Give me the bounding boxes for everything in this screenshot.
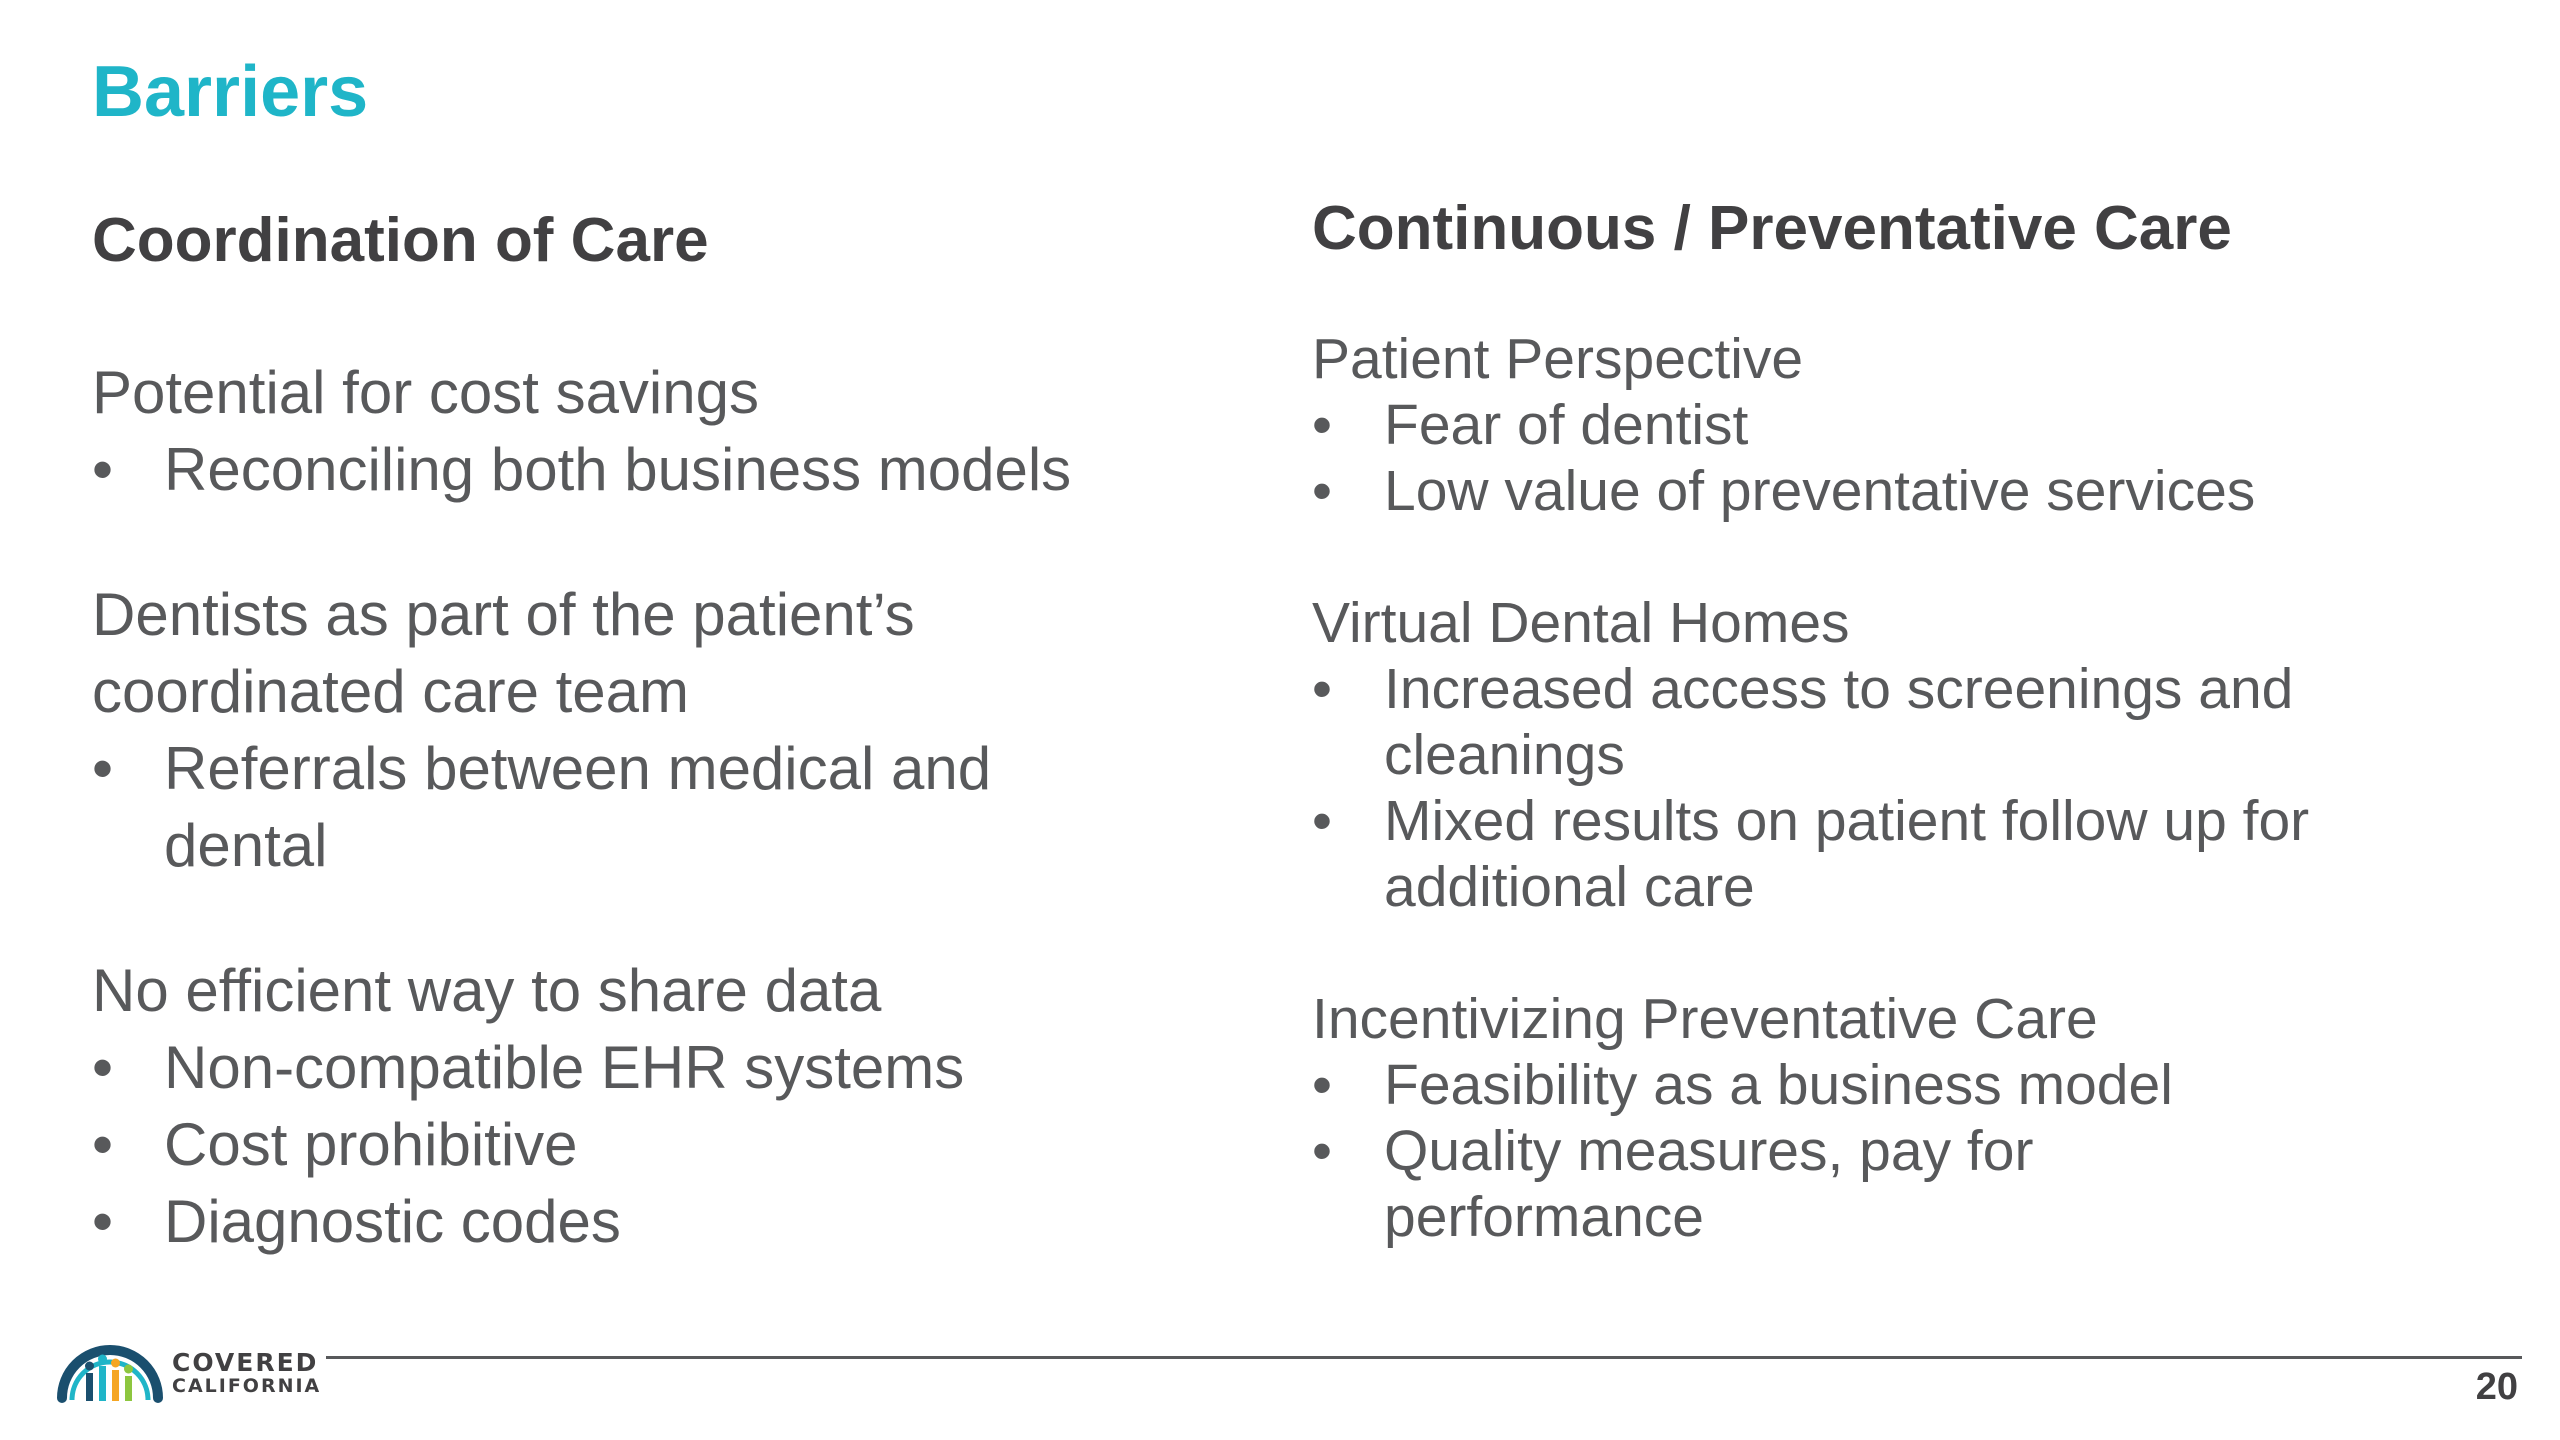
bullet-icon: • [1312,1119,1332,1183]
list-item [92,730,1092,884]
list-item-text: Diagnostic codes [164,1188,621,1255]
list-item [92,1029,964,1106]
block-title: Incentivizing Preventative Care [1312,987,2098,1051]
bullet-icon: • [1312,1053,1332,1117]
covered-california-logo-icon [50,1318,170,1418]
list-item-text: Quality measures, pay for performance [1384,1119,2034,1249]
right-block-patient-perspective [1312,326,2255,524]
left-block-share-data [92,952,964,1260]
block-title: No efficient way to share data [92,957,882,1024]
list-item-text: Mixed results on patient follow up for additional care [1384,789,2310,919]
left-column-heading: Coordination of Care [92,206,709,275]
bullet-icon: • [92,1034,114,1101]
bullet-icon: • [92,436,114,503]
slide-title: Barriers [92,52,369,132]
bullet-list [92,1029,964,1260]
bullet-icon: • [92,1111,114,1178]
right-block-incentivizing [1312,986,2312,1250]
bullet-icon: • [92,735,114,802]
bullet-list [1312,656,2432,920]
list-item [1312,656,2432,788]
list-item-text: Reconciling both business models [164,436,1072,503]
list-item [92,1106,964,1183]
bullet-icon: • [92,1188,114,1255]
bullet-icon: • [1312,789,1332,853]
logo-text-california: CALIFORNIA [172,1375,322,1397]
list-item [1312,1052,2312,1118]
list-item [1312,788,2432,920]
footer-divider [326,1356,2522,1359]
page-number: 20 [2475,1366,2518,1408]
bullet-icon: • [1312,459,1332,523]
list-item [1312,458,2255,524]
list-item [92,431,1071,508]
list-item [92,1183,964,1260]
list-item-text: Fear of dentist [1384,393,1749,457]
list-item-text: Increased access to screenings and cleanings [1384,657,2294,787]
list-item-text: Low value of preventative services [1384,459,2256,523]
bullet-icon: • [1312,657,1332,721]
list-item-text: Non-compatible EHR systems [164,1034,965,1101]
list-item [1312,1118,2312,1250]
bullet-list [92,730,1092,884]
logo-text-covered: COVERED [172,1348,319,1377]
list-item-text: Referrals between medical and dental [164,735,992,879]
right-column-heading: Continuous / Preventative Care [1312,194,2232,263]
right-block-virtual-dental-homes [1312,590,2432,920]
bullet-list [1312,392,2255,524]
list-item-text: Cost prohibitive [164,1111,578,1178]
logo-wordmark [172,1350,321,1396]
block-title: Virtual Dental Homes [1312,591,1850,655]
bullet-list [92,431,1071,508]
block-title-line: Dentists as part of the patient’s [92,581,915,648]
left-block-cost-savings [92,354,1071,508]
block-title: Patient Perspective [1312,327,1804,391]
bullet-icon: • [1312,393,1332,457]
block-title-line: coordinated care team [92,658,690,725]
left-block-care-team [92,576,1092,884]
block-title: Potential for cost savings [92,359,760,426]
list-item [1312,392,2255,458]
list-item-text: Feasibility as a business model [1384,1053,2173,1117]
bullet-list [1312,1052,2312,1250]
